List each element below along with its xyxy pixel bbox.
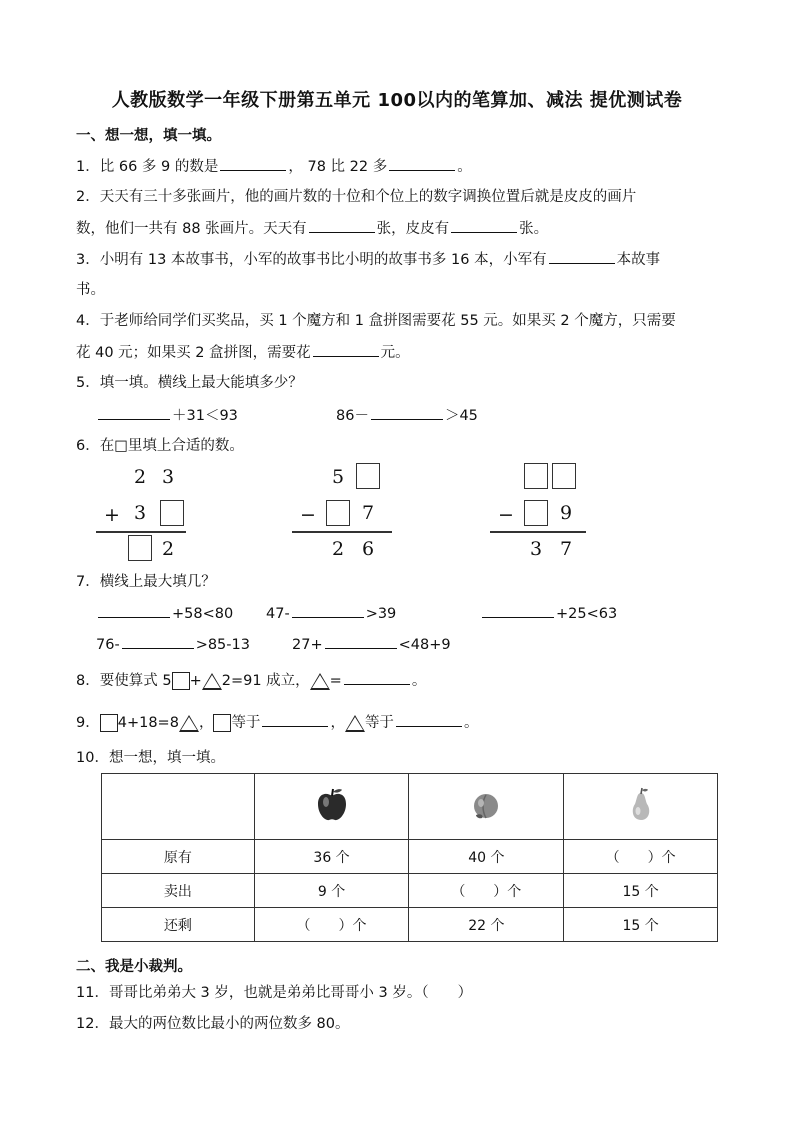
q5-expression-1: ＋31＜93 — [96, 404, 238, 425]
digit: 2 — [162, 538, 175, 560]
table-row — [102, 840, 718, 874]
minus-sign: − — [300, 504, 316, 526]
question-11: 11．哥哥比弟弟大 3 岁，也就是弟弟比哥哥小 3 岁。（ ） — [76, 985, 473, 1001]
row-label: 还剩 — [102, 908, 255, 942]
digit: 9 — [560, 502, 573, 524]
table-cell-answer[interactable]: （ ）个 — [409, 874, 564, 908]
peach-cell — [409, 774, 564, 840]
table-row — [102, 908, 718, 942]
question-2-line-2: 数，他们一共有 88 张画片。天天有 张，皮皮有 张。 — [76, 218, 548, 239]
table-cell: 15 个 — [564, 908, 718, 942]
triangle-icon — [345, 715, 365, 732]
vertical-calc-2 — [292, 462, 392, 562]
digit: 5 — [332, 466, 345, 488]
triangle-icon — [179, 715, 199, 732]
table-cell: 36 个 — [254, 840, 409, 874]
section-heading-1: 一、想一想，填一填。 — [76, 128, 221, 144]
digit: 7 — [560, 538, 573, 560]
digit-box[interactable] — [524, 463, 548, 489]
table-cell: 22 个 — [409, 908, 564, 942]
q7-expression-5: 27+ <48+9 — [292, 634, 451, 653]
digit: 2 — [332, 538, 345, 560]
minus-sign: − — [498, 504, 514, 526]
section-heading-2: 二、我是小裁判。 — [76, 959, 192, 975]
answer-blank[interactable] — [98, 405, 170, 420]
answer-blank[interactable] — [262, 712, 328, 727]
question-3-line-2: 书。 — [76, 282, 105, 298]
digit-box[interactable] — [356, 463, 380, 489]
q7-expression-1: +58<80 — [96, 603, 233, 622]
digit-box[interactable] — [128, 535, 152, 561]
question-12: 12．最大的两位数比最小的两位数多 80。 — [76, 1016, 350, 1032]
digit: 3 — [134, 502, 147, 524]
digit: 2 — [134, 466, 147, 488]
page-title: 人教版数学一年级下册第五单元 100以内的笔算加、减法 提优测试卷 — [111, 90, 683, 111]
triangle-icon — [310, 673, 330, 690]
q7-expression-4: 76- >85-13 — [96, 634, 250, 653]
table-header-row — [102, 774, 718, 840]
fruit-table — [101, 773, 718, 942]
answer-blank[interactable] — [371, 405, 443, 420]
answer-blank[interactable] — [98, 603, 170, 618]
question-3-line-1: 3．小明有 13 本故事书，小军的故事书比小明的故事书多 16 本，小军有 本故事 — [76, 249, 660, 270]
table-cell-answer[interactable]: （ ）个 — [564, 840, 718, 874]
question-1: 1．比 66 多 9 的数是 ， 78 比 22 多 。 — [76, 156, 472, 177]
calc-line — [490, 531, 586, 533]
table-cell: 15 个 — [564, 874, 718, 908]
plus-sign: + — [104, 504, 120, 526]
apple-icon — [315, 787, 349, 823]
answer-blank[interactable] — [325, 634, 397, 649]
question-2-line-1: 2．天天有三十多张画片，他的画片数的十位和个位上的数字调换位置后就是皮皮的画片 — [76, 189, 637, 205]
digit: 3 — [530, 538, 543, 560]
answer-blank[interactable] — [451, 218, 517, 233]
table-cell: 9 个 — [254, 874, 409, 908]
answer-blank[interactable] — [292, 603, 364, 618]
q5-expression-2: 86－ ＞45 — [336, 404, 478, 425]
answer-blank[interactable] — [396, 712, 462, 727]
question-6: 6．在□里填上合适的数。 — [76, 438, 244, 454]
question-5: 5．填一填。横线上最大能填多少？ — [76, 375, 303, 391]
digit-box[interactable] — [552, 463, 576, 489]
calc-line — [96, 531, 186, 533]
answer-blank[interactable] — [389, 156, 455, 171]
pear-cell — [564, 774, 718, 840]
answer-blank[interactable] — [220, 156, 286, 171]
answer-blank[interactable] — [313, 342, 379, 357]
table-corner-cell — [102, 774, 255, 840]
triangle-icon — [202, 673, 222, 690]
answer-blank[interactable] — [122, 634, 194, 649]
q7-expression-3: +25<63 — [480, 603, 617, 622]
peach-icon — [470, 789, 502, 821]
digit-box[interactable] — [524, 500, 548, 526]
digit: 7 — [362, 502, 375, 524]
row-label: 卖出 — [102, 874, 255, 908]
answer-blank[interactable] — [344, 670, 410, 685]
q7-expression-2: 47- >39 — [266, 603, 396, 622]
answer-blank[interactable] — [482, 603, 554, 618]
table-cell-answer[interactable]: （ ）个 — [254, 908, 409, 942]
row-label: 原有 — [102, 840, 255, 874]
question-4-line-1: 4．于老师给同学们买奖品，买 1 个魔方和 1 盒拼图需要花 55 元。如果买 2 个魔方，只需要 — [76, 313, 676, 329]
question-4-line-2: 花 40 元；如果买 2 盒拼图，需要花 元。 — [76, 342, 410, 363]
answer-blank[interactable] — [549, 249, 615, 264]
digit-box[interactable] — [326, 500, 350, 526]
vertical-calc-3 — [490, 462, 590, 562]
digit-box[interactable] — [160, 500, 184, 526]
answer-blank[interactable] — [309, 218, 375, 233]
table-row — [102, 874, 718, 908]
pear-icon — [628, 787, 654, 823]
vertical-calc-1 — [96, 462, 196, 562]
square-box[interactable] — [172, 672, 190, 690]
table-cell: 40 个 — [409, 840, 564, 874]
question-9: 9． 4+18=8 ， 等于 ， 等于 。 — [76, 712, 478, 733]
calc-line — [292, 531, 392, 533]
digit: 3 — [162, 466, 175, 488]
apple-cell — [254, 774, 409, 840]
question-8: 8．要使算式 5 + 2=91 成立， = 。 — [76, 670, 426, 691]
question-7: 7．横线上最大填几？ — [76, 574, 216, 590]
square-box[interactable] — [213, 714, 231, 732]
question-10: 10．想一想，填一填。 — [76, 750, 225, 766]
square-box[interactable] — [100, 714, 118, 732]
digit: 6 — [362, 538, 375, 560]
